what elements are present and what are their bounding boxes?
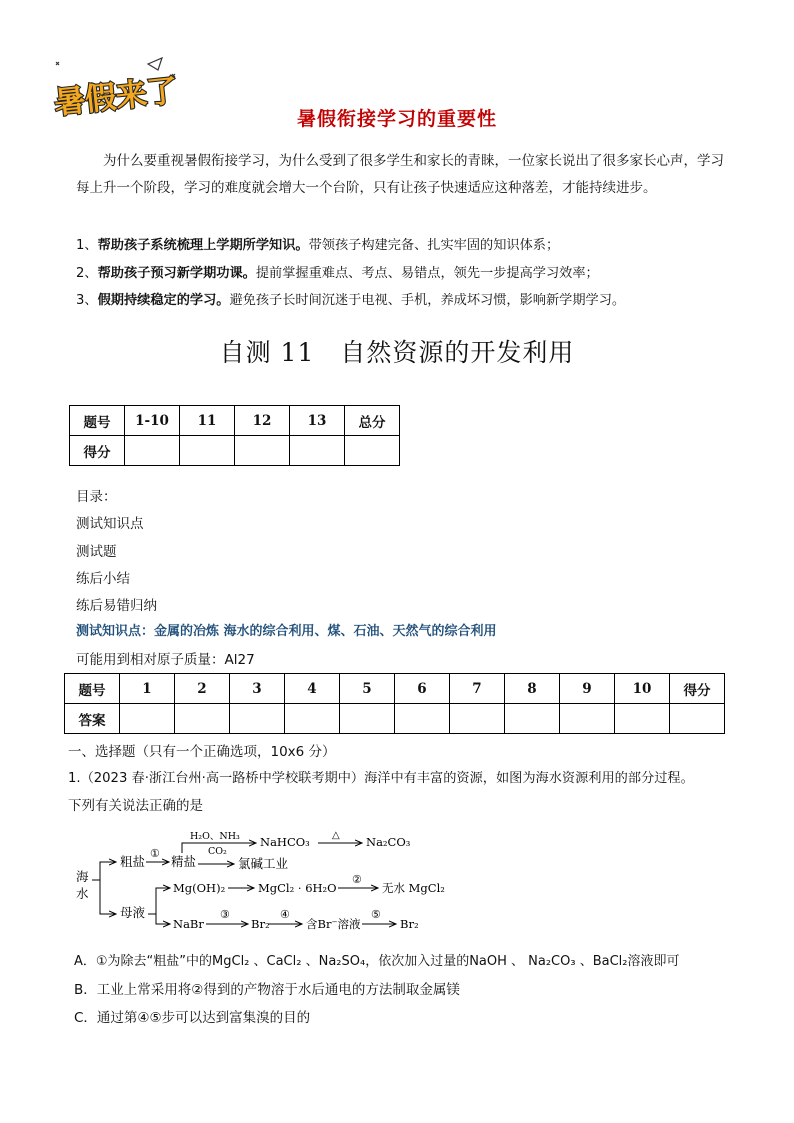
toc-heading: 目录： <box>76 489 117 505</box>
answer-table <box>64 673 725 734</box>
step-5: ⑤ <box>371 908 381 921</box>
score-cell: 1-10 <box>125 406 180 436</box>
toc-item[interactable]: 练后小结 <box>76 571 130 587</box>
mother-liquor: 母液 <box>120 905 146 920</box>
toc-item[interactable]: 测试知识点 <box>76 516 144 532</box>
score-cell: 题号 <box>70 406 125 436</box>
point-num: 3、 <box>76 293 98 308</box>
score-cell: 11 <box>180 406 235 436</box>
point-num: 2、 <box>76 266 98 281</box>
intro-text: 为什么要重视暑假衔接学习，为什么受到了很多学生和家长的青睐，一位家长说出了很多家长心声，学习每上升一个阶段，学习的难度就会增大一个台阶，只有让孩子快速适应这种落差，才能持续进步。 <box>76 153 724 196</box>
atomic-mass: 可能用到相对原子质量：Al27 <box>76 652 255 668</box>
knowledge-points: 测试知识点：金属的冶炼 海水的综合利用、煤、石油、天然气的综合利用 <box>76 624 497 639</box>
answer-header-row <box>65 674 725 704</box>
answer-cell: 答案 <box>65 704 120 734</box>
answer-cell: 7 <box>450 674 505 704</box>
point-rest: 避免孩子长时间沉迷于电视、手机，养成坏习惯，影响新学期学习。 <box>229 293 626 308</box>
toc-item[interactable]: 测试题 <box>76 544 117 560</box>
answer-cell[interactable] <box>450 704 505 734</box>
intro-paragraph <box>76 148 726 202</box>
answer-cell: 10 <box>615 674 670 704</box>
answer-cell: 6 <box>395 674 450 704</box>
score-cell[interactable] <box>180 436 235 466</box>
seawater-flow-diagram <box>70 826 490 938</box>
na2co3: Na₂CO₃ <box>366 835 411 849</box>
point-1 <box>76 234 559 253</box>
point-bold: 假期持续稳定的学习。 <box>97 293 230 308</box>
answer-cell[interactable] <box>120 704 175 734</box>
reagents-top: H₂O、NH₃ <box>190 831 240 842</box>
question-1-stem-2: 下列有关说法正确的是 <box>68 798 203 814</box>
answer-cell: 3 <box>230 674 285 704</box>
option-c[interactable]: C．通过第④⑤步可以达到富集溴的目的 <box>74 1010 311 1026</box>
answer-cell[interactable] <box>340 704 395 734</box>
point-rest: 提前掌握重难点、考点、易错点，领先一步提高学习效率； <box>255 266 599 281</box>
score-header-row <box>70 406 400 436</box>
heat-symbol: △ <box>332 830 340 841</box>
point-bold: 帮助孩子预习新学期功课。 <box>97 266 256 281</box>
score-cell[interactable] <box>345 436 400 466</box>
mgoh2: Mg(OH)₂ <box>173 881 226 895</box>
answer-cell: 1 <box>120 674 175 704</box>
headline: 暑假衔接学习的重要性 <box>296 108 497 130</box>
chlor-alkali: 氯碱工业 <box>238 856 289 871</box>
option-a[interactable]: A．①为除去“粗盐”中的MgCl₂ 、CaCl₂ 、Na₂SO₄，依次加入过量的NaOH 、 Na₂CO₃ 、BaCl₂溶液即可 <box>74 954 680 969</box>
nahco3: NaHCO₃ <box>260 835 310 849</box>
point-3 <box>76 289 625 308</box>
score-cell[interactable] <box>290 436 345 466</box>
step-1: ① <box>150 847 160 860</box>
score-cell: 得分 <box>70 436 125 466</box>
anhydrous-mgcl2: 无水 MgCl₂ <box>382 881 445 895</box>
answer-cell[interactable] <box>505 704 560 734</box>
logo-text: 暑假来了 <box>52 72 180 122</box>
nabr: NaBr <box>173 917 204 931</box>
answer-cell[interactable] <box>285 704 340 734</box>
point-2 <box>76 262 599 281</box>
mgcl2-hydrate: MgCl₂ · 6H₂O <box>258 881 337 895</box>
sea-char-1: 海 <box>76 869 89 884</box>
answer-cell[interactable] <box>395 704 450 734</box>
crude-salt: 粗盐 <box>120 854 146 869</box>
answer-value-row <box>65 704 725 734</box>
br-solution: 含Br⁻溶液 <box>306 917 361 931</box>
answer-cell[interactable] <box>175 704 230 734</box>
step-4: ④ <box>280 908 290 921</box>
answer-cell[interactable] <box>560 704 615 734</box>
toc-item[interactable]: 练后易错归纳 <box>76 598 157 614</box>
answer-cell: 5 <box>340 674 395 704</box>
point-num: 1、 <box>76 238 98 253</box>
score-cell[interactable] <box>235 436 290 466</box>
answer-cell: 得分 <box>670 674 725 704</box>
answer-cell: 2 <box>175 674 230 704</box>
reagents-bottom: CO₂ <box>208 846 227 857</box>
score-value-row <box>70 436 400 466</box>
answer-cell: 9 <box>560 674 615 704</box>
step-3: ③ <box>220 908 230 921</box>
point-rest: 带领孩子构建完备、扎实牢固的知识体系； <box>308 238 560 253</box>
answer-cell[interactable] <box>230 704 285 734</box>
answer-cell: 题号 <box>65 674 120 704</box>
answer-cell: 8 <box>505 674 560 704</box>
refined-salt: 精盐 <box>171 854 197 869</box>
br2-second: Br₂ <box>400 917 419 931</box>
score-cell: 13 <box>290 406 345 436</box>
sea-char-2: 水 <box>76 886 89 901</box>
answer-cell: 4 <box>285 674 340 704</box>
score-table <box>69 405 400 466</box>
question-1-stem: 1.（2023 春·浙江台州·高一路桥中学校联考期中）海洋中有丰富的资源，如图为海水资源利用的部分过程。 <box>68 771 694 786</box>
score-cell: 12 <box>235 406 290 436</box>
br2-first: Br₂ <box>251 917 270 931</box>
page-title: 自测 11 自然资源的开发利用 <box>219 338 575 367</box>
answer-cell[interactable] <box>670 704 725 734</box>
answer-cell[interactable] <box>615 704 670 734</box>
point-bold: 帮助孩子系统梳理上学期所学知识。 <box>97 238 309 253</box>
option-b[interactable]: B．工业上常采用将②得到的产物溶于水后通电的方法制取金属镁 <box>74 982 460 998</box>
score-cell: 总分 <box>345 406 400 436</box>
step-2: ② <box>352 873 362 886</box>
score-cell[interactable] <box>125 436 180 466</box>
section-heading: 一、选择题（只有一个正确选项，10x6 分） <box>68 744 336 760</box>
